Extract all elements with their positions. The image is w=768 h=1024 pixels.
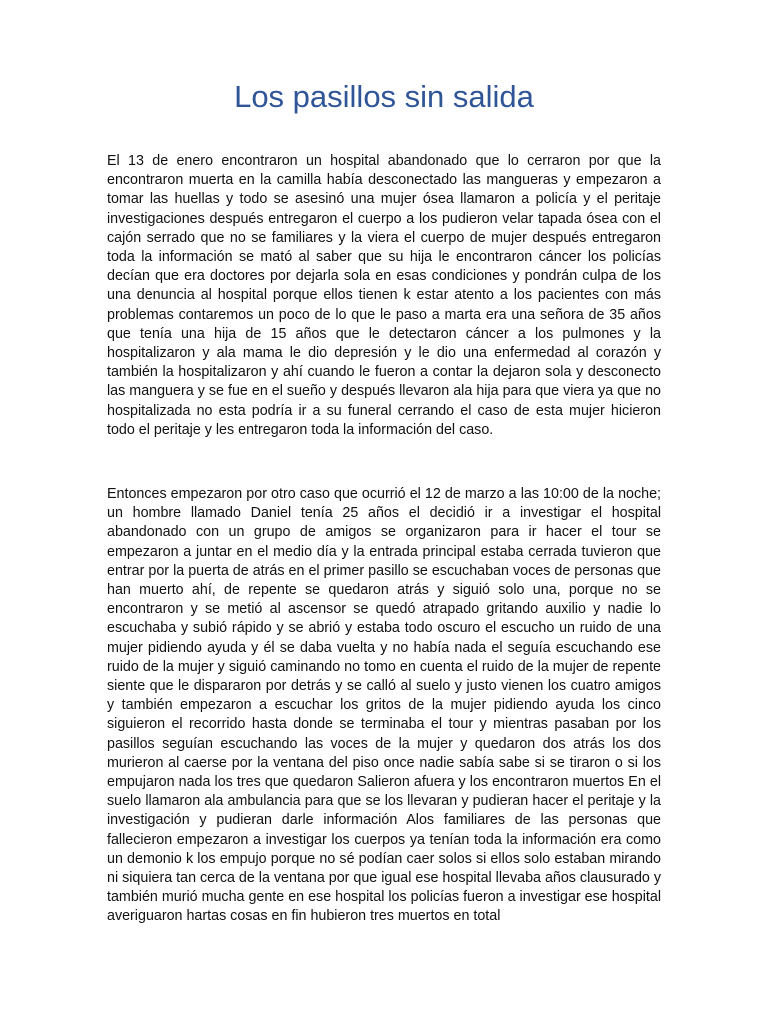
paragraph-1: El 13 de enero encontraron un hospital abandonado que lo cerraron por que la encontraron muerta en la camilla había desconectado las mangueras y empezaron a tomar las huellas y todo se asesinó una mujer ósea llamaron a policía y el peritaje investigaciones después entregaron el cuerpo a los pudieron velar tapada ósea con el cajón serrado que no se familiares y la viera el cuerpo de mujer después entregaron toda la información se mató al saber que su hija le encontraron cáncer los policías decían que era doctores por dejarla sola en esas condiciones y pondrán culpa de los una denuncia al hospital porque ellos tienen k estar atento a los pacientes con más problemas contaremos un poco de lo que le paso a marta era una señora de 35 años que tenía una hija de 15 años que le detectaron cáncer a los pulmones y la hospitalizaron y ala mama le dio depresión y le dio una enfermedad al corazón y también la hospitalizaron y ahí cuando le fueron a contar la dejaron sola y desconecto las manguera y se fue en el sueño y después llevaron ala hija para que viera ya que no hospitalizada no esta podría ir a su funeral cerrando el caso de esta mujer hicieron todo el peritaje y les entregaron toda la información del caso. — [107, 153, 661, 438]
paragraph-2: Entonces empezaron por otro caso que ocurrió el 12 de marzo a las 10:00 de la noche; un hombre llamado Daniel tenía 25 años el decidió ir a investigar el hospital abandonado con un grupo de amigos se organizaron para ir hacer el tour se empezaron a juntar en el medio día y la entrada principal estaba cerrada tuvieron que entrar por la puerta de atrás en el primer pasillo se escuchaban voces de personas que han muerto ahí, de repente se quedaron atrás y siguió solo una, porque no se encontraron y se metió al ascensor se quedó atrapado gritando auxilio y nadie lo escuchaba y subió rápido y se abrió y estaba todo oscuro el escucho un ruido de una mujer pidiendo ayuda y él se daba vuelta y no había nada el seguía escuchando ese ruido de la mujer y siguió caminando no tomo en cuenta el ruido de la mujer de repente siente que le dispararon por detrás y se calló al suelo y justo vienen los cuatro amigos y también empezaron a escuchar los gritos de la mujer pidiendo ayuda los cinco siguieron el recorrido hasta donde se terminaba el tour y mientras pasaban por los pasillos seguían escuchando las voces de la mujer y quedaron dos atrás los dos murieron al caerse por la ventana del piso once nadie sabía sabe si se tiraron o si los empujaron nada los tres que quedaron Salieron afuera y los encontraron muertos En el suelo llamaron ala ambulancia para que se los llevaran y pudieran hacer el peritaje y la investigación y pudieran darle información Alos familiares de las personas que fallecieron empezaron a investigar los cuerpos ya tenían toda la información era como un demonio k los empujo porque no sé podían caer solos si ellos solo estaban mirando ni siquiera tan cerca de la ventana por que igual ese hospital llevaba años clausurado y también murió mucha gente en ese hospital los policías fueron a investigar ese hospital averiguaron hartas cosas en fin hubieron tres muertos en total — [107, 486, 661, 925]
document-title: Los pasillos sin salida — [234, 79, 534, 114]
